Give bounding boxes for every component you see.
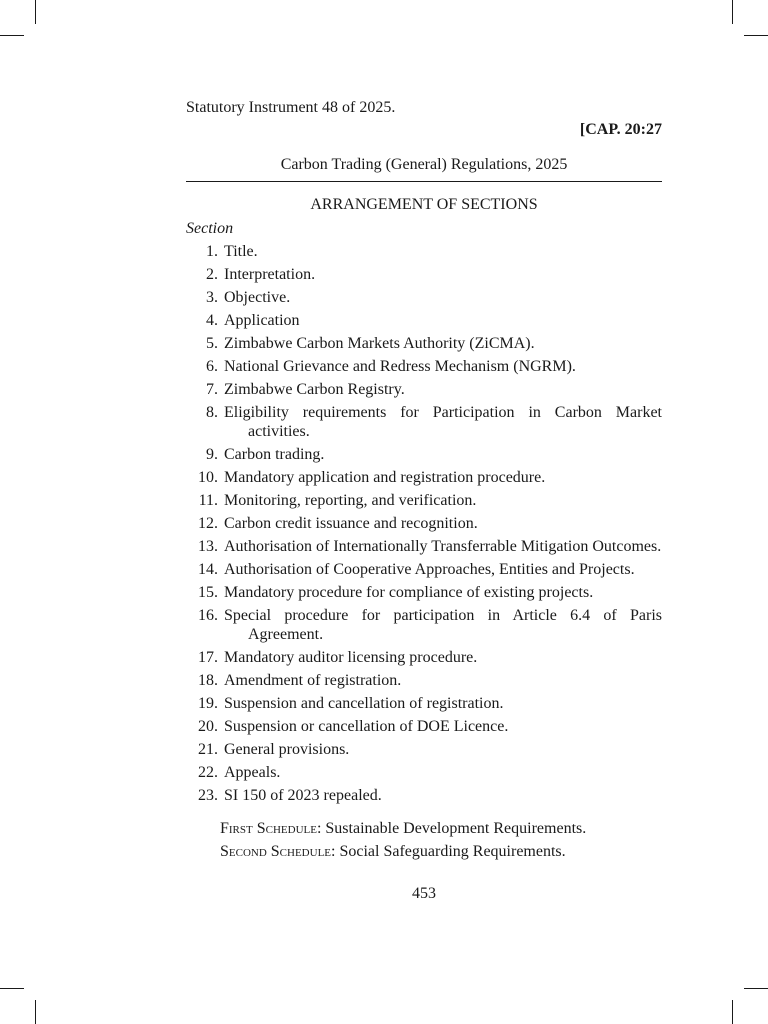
section-item xyxy=(186,671,662,690)
section-number: 17. xyxy=(198,649,218,666)
crop-mark xyxy=(732,1000,733,1024)
document-page xyxy=(186,97,662,905)
section-title: Authorisation of Cooperative Approaches, Entities and Projects. xyxy=(224,561,635,578)
section-item xyxy=(186,537,662,556)
sections-list xyxy=(186,242,662,805)
section-title: SI 150 of 2023 repealed. xyxy=(224,787,382,804)
schedule-title: Social Safeguarding Requirements. xyxy=(339,843,566,860)
section-item xyxy=(186,694,662,713)
crop-mark xyxy=(744,988,768,989)
schedule-item xyxy=(220,817,662,840)
section-number: 23. xyxy=(198,787,218,804)
section-number: 12. xyxy=(198,515,218,532)
section-item xyxy=(186,491,662,510)
section-item xyxy=(186,560,662,579)
section-number: 1. xyxy=(206,243,218,260)
chapter-reference: [CAP. 20:27 xyxy=(579,121,662,138)
section-title: Mandatory procedure for compliance of existing projects. xyxy=(224,584,594,601)
section-number: 10. xyxy=(198,469,218,486)
section-item xyxy=(186,445,662,464)
section-number: 7. xyxy=(206,381,218,398)
section-item xyxy=(186,740,662,759)
section-title: Zimbabwe Carbon Registry. xyxy=(224,381,405,398)
section-title: Carbon credit issuance and recognition. xyxy=(224,515,478,532)
crop-mark xyxy=(744,35,768,36)
section-number: 11. xyxy=(198,492,218,509)
section-number: 21. xyxy=(198,741,218,758)
section-title: Suspension and cancellation of registration. xyxy=(224,695,504,712)
section-title: Interpretation. xyxy=(224,266,316,283)
section-item xyxy=(186,648,662,667)
schedule-label: Second Schedule: xyxy=(220,843,336,860)
schedule-label: First Schedule: xyxy=(220,820,322,837)
section-item xyxy=(186,403,662,441)
section-title: Appeals. xyxy=(224,764,281,781)
section-title: Application xyxy=(224,312,300,329)
section-number: 3. xyxy=(206,289,218,306)
section-item xyxy=(186,311,662,330)
section-number: 15. xyxy=(198,584,218,601)
section-number: 9. xyxy=(206,446,218,463)
section-item xyxy=(186,583,662,602)
section-number: 6. xyxy=(206,358,218,375)
section-item xyxy=(186,380,662,399)
section-item xyxy=(186,763,662,782)
section-item xyxy=(186,717,662,736)
section-title: Monitoring, reporting, and verification. xyxy=(224,492,477,509)
crop-mark xyxy=(732,0,733,24)
crop-mark xyxy=(35,0,36,24)
section-number: 16. xyxy=(198,607,218,624)
section-item xyxy=(186,265,662,284)
crop-mark xyxy=(0,35,24,36)
section-number: 18. xyxy=(198,672,218,689)
crop-mark xyxy=(35,1000,36,1024)
section-title: Special procedure for participation in Article 6.4 of Paris Agreement. xyxy=(224,607,662,643)
schedule-item xyxy=(220,840,662,863)
schedules-list xyxy=(186,817,662,863)
running-title: Carbon Trading (General) Regulations, 2025 xyxy=(280,156,568,173)
section-number: 14. xyxy=(198,561,218,578)
section-label: Section xyxy=(186,220,234,237)
page-heading: ARRANGEMENT OF SECTIONS xyxy=(310,196,538,213)
page-number: 453 xyxy=(412,885,436,902)
section-title: Authorisation of Internationally Transferrable Mitigation Outcomes. xyxy=(224,538,662,555)
section-title: Carbon trading. xyxy=(224,446,325,463)
section-title: Zimbabwe Carbon Markets Authority (ZiCMA). xyxy=(224,335,535,352)
section-number: 5. xyxy=(206,335,218,352)
section-number: 20. xyxy=(198,718,218,735)
section-item xyxy=(186,242,662,261)
section-number: 13. xyxy=(198,538,218,555)
section-title: General provisions. xyxy=(224,741,350,758)
section-title: Suspension or cancellation of DOE Licence. xyxy=(224,718,509,735)
section-number: 4. xyxy=(206,312,218,329)
section-number: 8. xyxy=(206,404,218,421)
section-item xyxy=(186,514,662,533)
section-title: Eligibility requirements for Participation in Carbon Market activities. xyxy=(224,404,662,440)
section-number: 22. xyxy=(198,764,218,781)
section-title: National Grievance and Redress Mechanism (NGRM). xyxy=(224,358,576,375)
schedule-title: Sustainable Development Requirements. xyxy=(325,820,587,837)
section-item xyxy=(186,468,662,487)
section-item xyxy=(186,288,662,307)
instrument-number: Statutory Instrument 48 of 2025. xyxy=(186,99,396,116)
section-number: 2. xyxy=(206,266,218,283)
section-item xyxy=(186,334,662,353)
section-title: Objective. xyxy=(224,289,291,306)
section-title: Amendment of registration. xyxy=(224,672,402,689)
section-title: Mandatory application and registration procedure. xyxy=(224,469,546,486)
section-item xyxy=(186,357,662,376)
header-rule xyxy=(186,181,662,182)
crop-mark xyxy=(0,988,24,989)
section-item xyxy=(186,606,662,644)
section-number: 19. xyxy=(198,695,218,712)
section-title: Mandatory auditor licensing procedure. xyxy=(224,649,478,666)
section-title: Title. xyxy=(224,243,258,260)
section-item xyxy=(186,786,662,805)
